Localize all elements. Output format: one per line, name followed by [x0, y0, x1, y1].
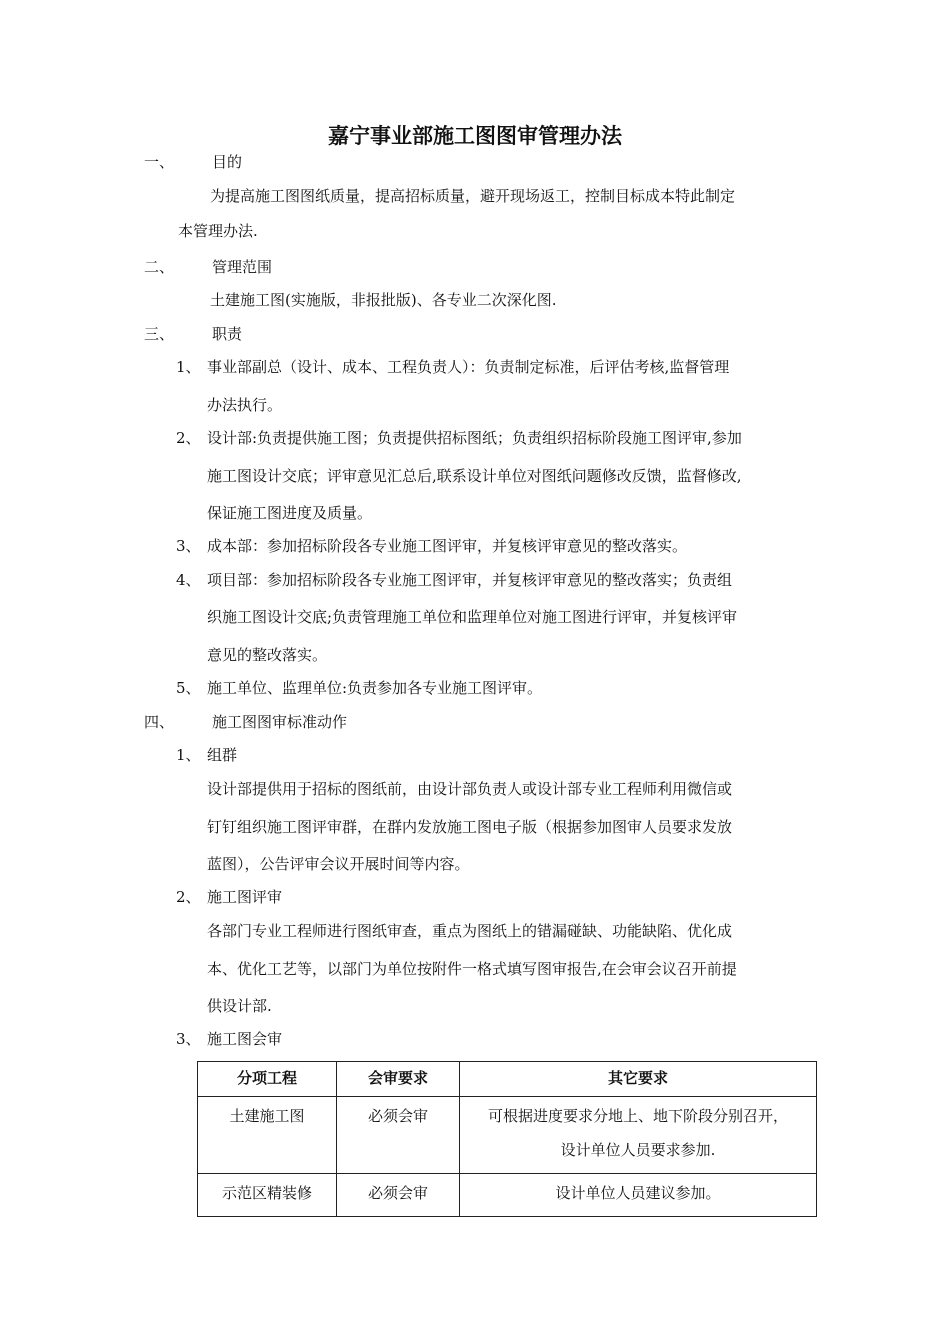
- action-2-line: 供设计部.: [207, 997, 272, 1015]
- section-1-heading: 目的: [212, 153, 243, 171]
- duty-4-number: 4、: [176, 571, 201, 589]
- table-cell: 必须会审: [337, 1097, 460, 1174]
- action-1-number: 1、: [176, 746, 201, 764]
- table-cell-multiline: [460, 1097, 817, 1174]
- table-row: [198, 1097, 817, 1174]
- table-header-row: [198, 1062, 817, 1097]
- table-cell: 示范区精装修: [198, 1174, 337, 1217]
- section-2-number: 二、: [144, 258, 175, 276]
- table-cell: 土建施工图: [198, 1097, 337, 1174]
- table-header-cell: 其它要求: [460, 1062, 817, 1097]
- table-header-cell: 分项工程: [198, 1062, 337, 1097]
- table-cell-line: 设计单位人员要求参加.: [560, 1141, 716, 1159]
- action-3-number: 3、: [176, 1030, 201, 1048]
- duty-3-number: 3、: [176, 537, 201, 555]
- duty-4-line: 项目部：参加招标阶段各专业施工图评审，并复核评审意见的整改落实；负责组: [207, 571, 733, 589]
- page-title: 嘉宁事业部施工图图审管理办法: [328, 123, 622, 148]
- section-1-paragraph-line: 本管理办法.: [178, 222, 258, 240]
- duty-2-line: 施工图设计交底；评审意见汇总后,联系设计单位对图纸问题修改反馈，监督修改,: [207, 467, 742, 485]
- action-2-line: 各部门专业工程师进行图纸审查，重点为图纸上的错漏碰缺、功能缺陷、优化成: [207, 922, 733, 940]
- duty-1-line: 事业部副总（设计、成本、工程负责人）：负责制定标准，后评估考核,监督管理: [207, 358, 730, 376]
- table-cell: 设计单位人员建议参加。: [460, 1174, 817, 1217]
- section-1-number: 一、: [144, 153, 175, 171]
- action-3-heading: 施工图会审: [207, 1030, 283, 1048]
- duty-2-line: 保证施工图进度及质量。: [207, 504, 373, 522]
- section-1-paragraph-line: 为提高施工图图纸质量，提高招标质量，避开现场返工，控制目标成本特此制定: [210, 187, 736, 205]
- action-1-line: 钉钉组织施工图评审群，在群内发放施工图电子版（根据参加图审人员要求发放: [207, 818, 733, 836]
- duty-5-number: 5、: [176, 679, 201, 697]
- review-table: [197, 1061, 817, 1217]
- action-2-line: 本、优化工艺等，以部门为单位按附件一格式填写图审报告,在会审会议召开前提: [207, 960, 737, 978]
- section-3-number: 三、: [144, 325, 175, 343]
- action-1-heading: 组群: [207, 746, 238, 764]
- duty-1-line: 办法执行。: [207, 396, 283, 414]
- duty-1-number: 1、: [176, 358, 201, 376]
- table-header-cell: 会审要求: [337, 1062, 460, 1097]
- duty-4-line: 意见的整改落实。: [207, 646, 328, 664]
- duty-5-line: 施工单位、监理单位:负责参加各专业施工图评审。: [207, 679, 543, 697]
- section-4-number: 四、: [144, 713, 175, 731]
- section-2-paragraph-line: 土建施工图(实施版，非报批版)、各专业二次深化图.: [210, 291, 557, 309]
- duty-3-line: 成本部：参加招标阶段各专业施工图评审，并复核评审意见的整改落实。: [207, 537, 688, 555]
- table-row: [198, 1174, 817, 1217]
- action-2-number: 2、: [176, 888, 201, 906]
- action-2-heading: 施工图评审: [207, 888, 283, 906]
- duty-4-line: 织施工图设计交底;负责管理施工单位和监理单位对施工图进行评审，并复核评审: [207, 608, 738, 626]
- section-3-heading: 职责: [212, 325, 243, 343]
- section-4-heading: 施工图图审标准动作: [212, 713, 348, 731]
- table-cell-line: 可根据进度要求分地上、地下阶段分别召开，: [487, 1107, 788, 1125]
- section-2-heading: 管理范围: [212, 258, 273, 276]
- duty-2-line: 设计部:负责提供施工图；负责提供招标图纸；负责组织招标阶段施工图评审,参加: [207, 429, 742, 447]
- action-1-line: 蓝图），公告评审会议开展时间等内容。: [207, 855, 470, 873]
- duty-2-number: 2、: [176, 429, 201, 447]
- action-1-line: 设计部提供用于招标的图纸前，由设计部负责人或设计部专业工程师利用微信或: [207, 780, 733, 798]
- table-cell: 必须会审: [337, 1174, 460, 1217]
